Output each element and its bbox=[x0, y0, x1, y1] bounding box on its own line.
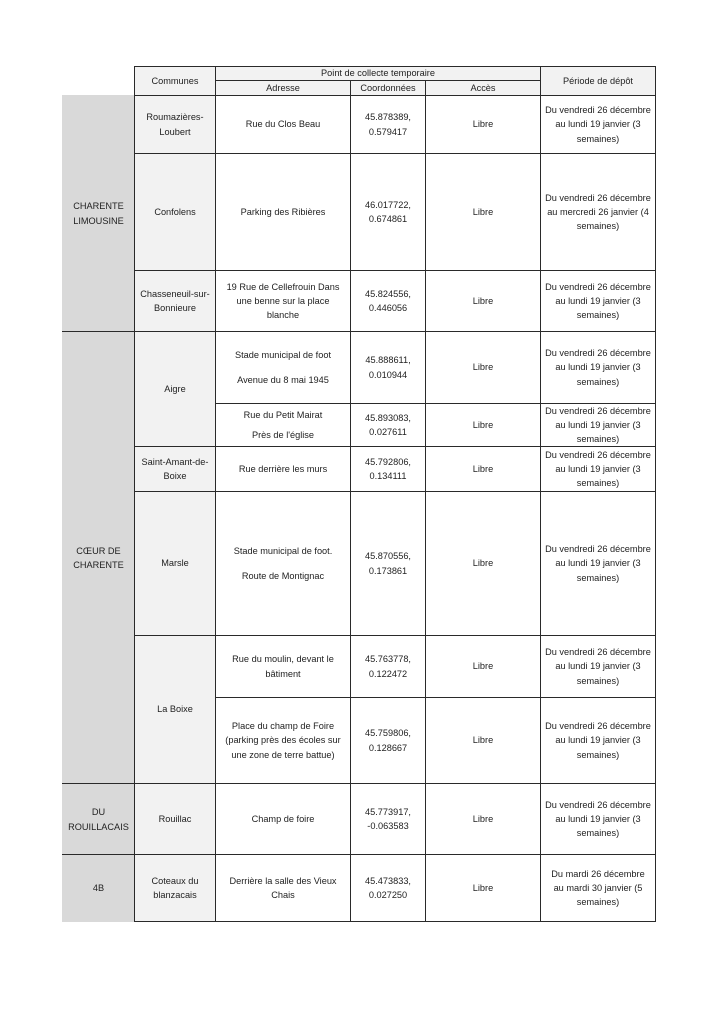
collection-points-table bbox=[62, 66, 656, 922]
region-charente-limousine: CHARENTE LIMOUSINE bbox=[62, 95, 135, 332]
commune-cell: Roumazières-Loubert bbox=[134, 95, 216, 154]
adresse-line: Stade municipal de foot. bbox=[233, 546, 333, 557]
acces-cell: Libre bbox=[425, 697, 541, 784]
header-coordonnees: Coordonnées bbox=[350, 80, 426, 96]
adresse-line: Stade municipal de foot bbox=[234, 350, 332, 361]
adresse-cell bbox=[215, 491, 351, 636]
commune-cell: Aigre bbox=[134, 331, 216, 447]
adresse-line: Route de Montignac bbox=[241, 570, 325, 581]
commune-cell: Marsle bbox=[134, 491, 216, 636]
region-coeur-de-charente: CŒUR DE CHARENTE bbox=[62, 331, 135, 784]
periode-cell: Du mardi 26 décembre au mardi 30 janvier (5 semaines) bbox=[540, 854, 656, 922]
coords-cell: 45.763778, 0.122472 bbox=[350, 635, 426, 698]
coords-cell: 45.773917, -0.063583 bbox=[350, 783, 426, 855]
commune-cell: Confolens bbox=[134, 153, 216, 271]
adresse-line: Rue du Petit Mairat bbox=[243, 409, 323, 420]
periode-cell: Du vendredi 26 décembre au lundi 19 janvier (3 semaines) bbox=[540, 446, 656, 492]
adresse-cell: Champ de foire bbox=[215, 783, 351, 855]
adresse-cell: Rue derrière les murs bbox=[215, 446, 351, 492]
periode-cell: Du vendredi 26 décembre au lundi 19 janvier (3 semaines) bbox=[540, 491, 656, 636]
periode-cell: Du vendredi 26 décembre au lundi 19 janvier (3 semaines) bbox=[540, 95, 656, 154]
periode-cell: Du vendredi 26 décembre au lundi 19 janvier (3 semaines) bbox=[540, 403, 656, 447]
adresse-cell: Rue du moulin, devant le bâtiment bbox=[215, 635, 351, 698]
header-communes: Communes bbox=[134, 66, 216, 96]
adresse-cell: 19 Rue de Cellefrouin Dans une benne sur la place blanche bbox=[215, 270, 351, 332]
adresse-cell bbox=[215, 403, 351, 447]
coords-cell: 45.824556, 0.446056 bbox=[350, 270, 426, 332]
header-periode: Période de dépôt bbox=[540, 66, 656, 96]
periode-cell: Du vendredi 26 décembre au mercredi 26 janvier (4 semaines) bbox=[540, 153, 656, 271]
commune-cell: Saint-Amant-de-Boixe bbox=[134, 446, 216, 492]
coords-cell: 45.888611, 0.010944 bbox=[350, 331, 426, 404]
region-rouillacais: DU ROUILLACAIS bbox=[62, 783, 135, 855]
acces-cell: Libre bbox=[425, 783, 541, 855]
periode-cell: Du vendredi 26 décembre au lundi 19 janvier (3 semaines) bbox=[540, 331, 656, 404]
periode-cell: Du vendredi 26 décembre au lundi 19 janvier (3 semaines) bbox=[540, 697, 656, 784]
coords-cell: 45.792806, 0.134111 bbox=[350, 446, 426, 492]
acces-cell: Libre bbox=[425, 491, 541, 636]
adresse-cell bbox=[215, 331, 351, 404]
acces-cell: Libre bbox=[425, 270, 541, 332]
commune-cell: Coteaux du blanzacais bbox=[134, 854, 216, 922]
commune-cell: La Boixe bbox=[134, 635, 216, 784]
acces-cell: Libre bbox=[425, 635, 541, 698]
header-point-collecte: Point de collecte temporaire bbox=[215, 66, 541, 81]
adresse-cell: Derrière la salle des Vieux Chais bbox=[215, 854, 351, 922]
adresse-cell: Parking des Ribières bbox=[215, 153, 351, 271]
adresse-line: Avenue du 8 mai 1945 bbox=[237, 374, 329, 385]
adresse-line: Près de l'église bbox=[251, 430, 314, 440]
adresse-cell: Place du champ de Foire (parking près des écoles sur une zone de terre battue) bbox=[215, 697, 351, 784]
acces-cell: Libre bbox=[425, 446, 541, 492]
periode-cell: Du vendredi 26 décembre au lundi 19 janvier (3 semaines) bbox=[540, 635, 656, 698]
acces-cell: Libre bbox=[425, 403, 541, 447]
coords-cell: 45.893083, 0.027611 bbox=[350, 403, 426, 447]
acces-cell: Libre bbox=[425, 95, 541, 154]
coords-cell: 45.870556, 0.173861 bbox=[350, 491, 426, 636]
coords-cell: 46.017722, 0.674861 bbox=[350, 153, 426, 271]
header-adresse: Adresse bbox=[215, 80, 351, 96]
periode-cell: Du vendredi 26 décembre au lundi 19 janvier (3 semaines) bbox=[540, 783, 656, 855]
region-4b: 4B bbox=[62, 854, 135, 922]
header-acces: Accès bbox=[425, 80, 541, 96]
commune-cell: Chasseneuil-sur-Bonnieure bbox=[134, 270, 216, 332]
coords-cell: 45.473833, 0.027250 bbox=[350, 854, 426, 922]
acces-cell: Libre bbox=[425, 854, 541, 922]
acces-cell: Libre bbox=[425, 331, 541, 404]
coords-cell: 45.878389, 0.579417 bbox=[350, 95, 426, 154]
commune-cell: Rouillac bbox=[134, 783, 216, 855]
periode-cell: Du vendredi 26 décembre au lundi 19 janvier (3 semaines) bbox=[540, 270, 656, 332]
coords-cell: 45.759806, 0.128667 bbox=[350, 697, 426, 784]
adresse-cell: Rue du Clos Beau bbox=[215, 95, 351, 154]
acces-cell: Libre bbox=[425, 153, 541, 271]
